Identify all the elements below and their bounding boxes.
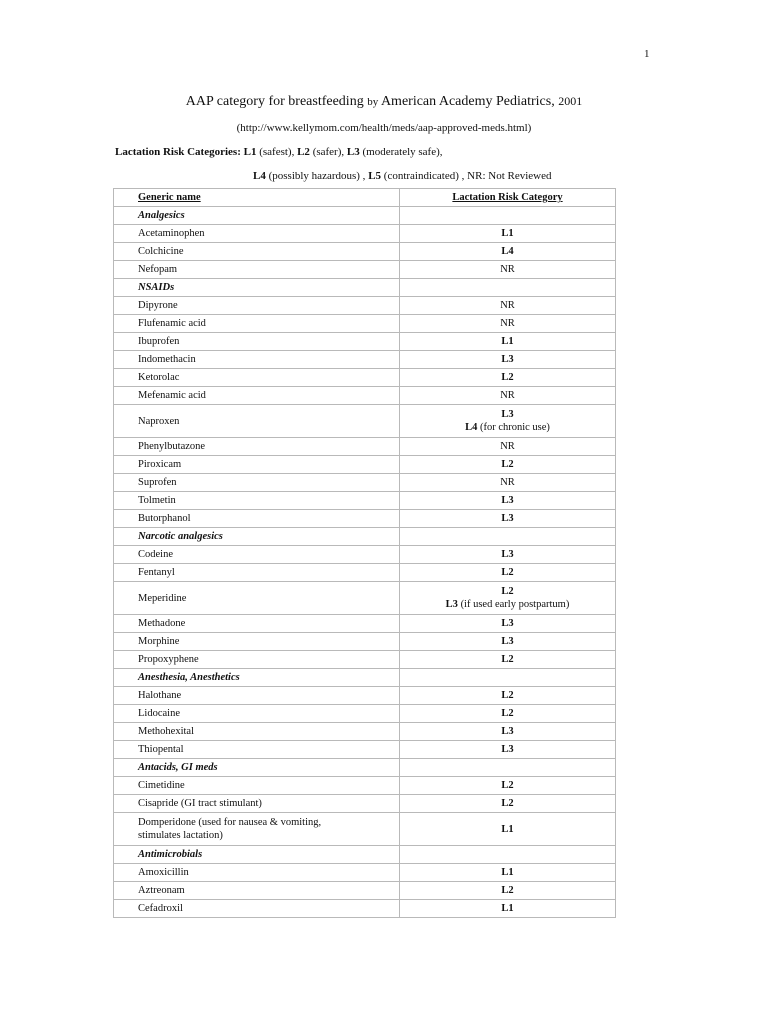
table-row: [114, 492, 616, 510]
table-row: [114, 882, 616, 900]
risk-category: NR: [500, 300, 515, 311]
risk-category-cell: [400, 864, 616, 882]
risk-category-cell: [400, 297, 616, 315]
risk-category-cell: [400, 225, 616, 243]
drug-name-cell: [114, 243, 400, 261]
risk-category-cell: [400, 546, 616, 564]
section-title: Antimicrobials: [114, 846, 400, 864]
risk-category: L3: [501, 549, 514, 560]
drug-name-cell: [114, 741, 400, 759]
risk-category-cell: [400, 315, 616, 333]
drug-name-cell: [114, 687, 400, 705]
section-title: Antacids, GI meds: [114, 759, 400, 777]
drug-name-cell: [114, 633, 400, 651]
drug-name-cell: [114, 297, 400, 315]
risk-category: L1: [501, 903, 514, 914]
section-row: [114, 207, 616, 225]
risk-category-cell: [400, 795, 616, 813]
page-number: 1: [644, 48, 650, 60]
risk-category: L1: [501, 228, 514, 239]
table-row: [114, 582, 616, 615]
risk-category-note: (if used early postpartum): [460, 599, 570, 610]
table-row: [114, 333, 616, 351]
risk-table: [113, 188, 616, 918]
table-row: [114, 741, 616, 759]
section-row: [114, 759, 616, 777]
risk-category: L2: [501, 690, 514, 701]
drug-name: Flufenamic acid: [138, 318, 206, 329]
drug-name-cell: [114, 813, 400, 846]
risk-category-cell: [400, 387, 616, 405]
risk-category-cell: [400, 882, 616, 900]
risk-category: L3: [501, 618, 514, 629]
risk-category-cell: [400, 510, 616, 528]
risk-category-cell: [400, 564, 616, 582]
section-empty-cell: [400, 759, 616, 777]
drug-name: Indomethacin: [138, 354, 196, 365]
table-row: [114, 474, 616, 492]
risk-category: L1: [501, 823, 514, 835]
table-row: [114, 369, 616, 387]
legend-l2-desc: (safer),: [312, 146, 345, 158]
title-org: American Academy Pediatrics,: [380, 94, 555, 109]
legend-l3: L3: [346, 146, 360, 158]
legend-label: Lactation Risk Categories:: [115, 146, 241, 158]
risk-category-secondary: L3: [445, 599, 458, 610]
drug-name: Dipyrone: [138, 300, 178, 311]
risk-category-cell: [400, 369, 616, 387]
table-row: [114, 456, 616, 474]
drug-name: Butorphanol: [138, 513, 191, 524]
risk-category-cell: [400, 582, 616, 615]
title-by: by: [367, 96, 379, 108]
drug-name-cell: [114, 864, 400, 882]
risk-category-cell: [400, 687, 616, 705]
table-row: [114, 651, 616, 669]
drug-name: Suprofen: [138, 477, 177, 488]
section-title: Anesthesia, Anesthetics: [114, 669, 400, 687]
risk-category-cell: [400, 741, 616, 759]
document-title: [0, 94, 768, 110]
drug-name-cell: [114, 777, 400, 795]
drug-name: Colchicine: [138, 246, 184, 257]
section-empty-cell: [400, 207, 616, 225]
risk-category-cell: [400, 705, 616, 723]
risk-category: L3: [501, 744, 514, 755]
risk-category: L2: [501, 372, 514, 383]
table-row: [114, 615, 616, 633]
table-row: [114, 546, 616, 564]
risk-category-cell: [400, 813, 616, 846]
risk-category: L3: [501, 636, 514, 647]
drug-name-cell: [114, 723, 400, 741]
drug-name: Morphine: [138, 636, 180, 647]
risk-category-cell: [400, 351, 616, 369]
risk-category-cell: [400, 474, 616, 492]
table-row: [114, 777, 616, 795]
section-empty-cell: [400, 669, 616, 687]
drug-name-cell: [114, 510, 400, 528]
table-row: [114, 795, 616, 813]
risk-category-cell: [400, 900, 616, 918]
source-url: (http://www.kellymom.com/health/meds/aap-approved-meds.html): [236, 122, 532, 134]
drug-name-cell: [114, 333, 400, 351]
table-row: [114, 864, 616, 882]
drug-name: Naproxen: [138, 415, 180, 427]
section-row: [114, 279, 616, 297]
drug-name: Mefenamic acid: [138, 390, 206, 401]
risk-legend-line-2: [253, 170, 552, 182]
header-generic-name: Generic name: [114, 189, 400, 207]
drug-name: Domperidone (used for nausea & vomiting,: [138, 817, 322, 828]
drug-name: Lidocaine: [138, 708, 180, 719]
risk-category: L2: [501, 459, 514, 470]
risk-category: L2: [501, 780, 514, 791]
risk-category-note: (for chronic use): [479, 422, 550, 433]
risk-category: L2: [501, 586, 514, 597]
risk-category-cell: [400, 651, 616, 669]
table-row: [114, 687, 616, 705]
section-row: [114, 846, 616, 864]
drug-name: Methohexital: [138, 726, 194, 737]
risk-category: NR: [500, 264, 515, 275]
risk-legend-line-1: [115, 146, 443, 158]
drug-name: Meperidine: [138, 592, 187, 604]
drug-name: Phenylbutazone: [138, 441, 206, 452]
legend-l4-desc: (possibly hazardous) ,: [268, 170, 366, 182]
drug-name: Methadone: [138, 618, 186, 629]
drug-name: Aztreonam: [138, 885, 185, 896]
risk-category: L3: [501, 409, 514, 420]
legend-l2: L2: [297, 146, 310, 158]
risk-category: L2: [501, 567, 514, 578]
drug-name-cell: [114, 225, 400, 243]
table-row: [114, 387, 616, 405]
risk-category-cell: [400, 438, 616, 456]
risk-category: L3: [501, 513, 514, 524]
risk-category-cell: [400, 405, 616, 438]
drug-name-cell: [114, 351, 400, 369]
drug-name-cell: [114, 315, 400, 333]
risk-category: L1: [501, 867, 514, 878]
section-empty-cell: [400, 846, 616, 864]
legend-l4: L4: [253, 170, 266, 182]
drug-name: Nefopam: [138, 264, 178, 275]
risk-category: L3: [501, 495, 514, 506]
risk-category-cell: [400, 243, 616, 261]
risk-category-cell: [400, 261, 616, 279]
section-title: Narcotic analgesics: [114, 528, 400, 546]
legend-l5: L5: [368, 170, 382, 182]
risk-category: L2: [501, 798, 514, 809]
drug-name-cell: [114, 474, 400, 492]
drug-name: Ketorolac: [138, 372, 180, 383]
drug-name: Tolmetin: [138, 495, 176, 506]
table-row: [114, 564, 616, 582]
title-year: 2001: [558, 94, 583, 108]
risk-category: L2: [501, 654, 514, 665]
section-row: [114, 669, 616, 687]
drug-name-cell: [114, 615, 400, 633]
section-empty-cell: [400, 528, 616, 546]
drug-name-cell: [114, 882, 400, 900]
table-row: [114, 225, 616, 243]
drug-name: Thiopental: [138, 744, 184, 755]
section-title: NSAIDs: [114, 279, 400, 297]
section-title: Analgesics: [114, 207, 400, 225]
drug-name-cell: [114, 492, 400, 510]
legend-l5-desc: (contraindicated) ,: [383, 170, 465, 182]
risk-category-cell: [400, 777, 616, 795]
table-row: [114, 813, 616, 846]
risk-category: NR: [500, 477, 515, 488]
risk-category: NR: [500, 441, 515, 452]
drug-name: Cisapride (GI tract stimulant): [138, 798, 262, 809]
table-row: [114, 261, 616, 279]
drug-name-cell: [114, 405, 400, 438]
drug-name-cell: [114, 564, 400, 582]
drug-name-continued: stimulates lactation): [138, 830, 223, 841]
table-row: [114, 297, 616, 315]
risk-category: L2: [501, 708, 514, 719]
risk-category: L3: [501, 354, 514, 365]
drug-name: Piroxicam: [138, 459, 182, 470]
drug-name: Acetaminophen: [138, 228, 205, 239]
risk-category-cell: [400, 456, 616, 474]
legend-l1-desc: (safest),: [259, 146, 295, 158]
table-body: [114, 207, 616, 918]
drug-name-cell: [114, 387, 400, 405]
risk-category-cell: [400, 723, 616, 741]
drug-name: Ibuprofen: [138, 336, 180, 347]
drug-name-cell: [114, 369, 400, 387]
drug-name: Halothane: [138, 690, 182, 701]
drug-name-cell: [114, 705, 400, 723]
risk-category-secondary: L4: [465, 422, 478, 433]
drug-name-cell: [114, 456, 400, 474]
table-row: [114, 633, 616, 651]
table-header-row: [114, 189, 616, 207]
risk-category: L2: [501, 885, 514, 896]
legend-l1: L1: [243, 146, 257, 158]
table-row: [114, 705, 616, 723]
drug-name-cell: [114, 582, 400, 615]
drug-name: Cefadroxil: [138, 903, 183, 914]
drug-name: Cimetidine: [138, 780, 185, 791]
table-row: [114, 315, 616, 333]
risk-category: NR: [500, 390, 515, 401]
drug-name: Fentanyl: [138, 567, 175, 578]
table-row: [114, 723, 616, 741]
risk-category: NR: [500, 318, 515, 329]
section-empty-cell: [400, 279, 616, 297]
drug-name: Propoxyphene: [138, 654, 199, 665]
risk-category: L1: [501, 336, 514, 347]
drug-name-cell: [114, 438, 400, 456]
legend-l3-desc: (moderately safe),: [362, 146, 443, 158]
table-row: [114, 243, 616, 261]
legend-nr: NR: Not Reviewed: [467, 170, 552, 182]
risk-category: L4: [501, 246, 514, 257]
table-row: [114, 510, 616, 528]
section-row: [114, 528, 616, 546]
drug-name-cell: [114, 651, 400, 669]
table-row: [114, 351, 616, 369]
table-row: [114, 438, 616, 456]
table-row: [114, 405, 616, 438]
drug-name-cell: [114, 795, 400, 813]
drug-name: Codeine: [138, 549, 173, 560]
risk-category-cell: [400, 633, 616, 651]
risk-category-cell: [400, 333, 616, 351]
risk-category: L3: [501, 726, 514, 737]
risk-category-cell: [400, 615, 616, 633]
title-main: AAP category for breastfeeding: [185, 94, 364, 109]
drug-name-cell: [114, 261, 400, 279]
table-row: [114, 900, 616, 918]
drug-name-cell: [114, 900, 400, 918]
risk-category-cell: [400, 492, 616, 510]
drug-name: Amoxicillin: [138, 867, 189, 878]
drug-name-cell: [114, 546, 400, 564]
header-risk-category: Lactation Risk Category: [400, 189, 616, 207]
